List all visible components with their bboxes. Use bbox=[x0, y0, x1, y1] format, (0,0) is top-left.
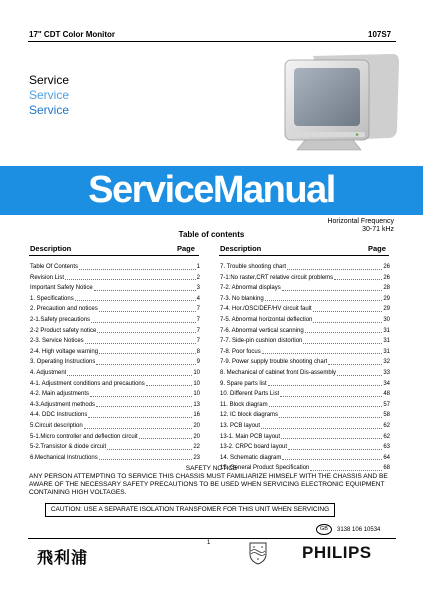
toc-entry-page: 9 bbox=[196, 359, 200, 366]
monitor-illustration bbox=[283, 50, 401, 160]
toc-entry-title: 7-6. Abnormal vertical scanning bbox=[220, 327, 304, 334]
toc-dot-leader bbox=[268, 379, 383, 387]
toc-entry-title: Revision List bbox=[30, 274, 65, 281]
toc-entry-title: 4. Adjustment bbox=[30, 369, 67, 376]
toc-entry-title: 3. Operating Instructions bbox=[30, 359, 96, 366]
toc-entry-page: 2 bbox=[196, 274, 200, 281]
toc-dot-leader bbox=[67, 368, 192, 376]
toc-dot-leader bbox=[313, 315, 382, 323]
toc-entry bbox=[220, 442, 390, 453]
safety-notice-title: SAFETY NOTICE bbox=[185, 465, 238, 472]
toc-entry-page: 23 bbox=[193, 454, 200, 461]
toc-entry-page: 29 bbox=[383, 306, 390, 313]
toc-dot-leader bbox=[91, 315, 196, 323]
toc-dot-leader bbox=[79, 262, 196, 270]
toc-entry-title: 12. IC block diagrams bbox=[220, 412, 279, 419]
toc-entry-title: Table Of Contents bbox=[30, 264, 79, 270]
toc-entry-title: 13. PCB layout bbox=[220, 422, 261, 429]
document-title: 17" CDT Color Monitor bbox=[29, 30, 116, 39]
toc-right-column bbox=[220, 262, 390, 474]
toc-entry-title: 7-8. Poor focus bbox=[220, 348, 261, 355]
toc-entry-title: 14. Schematic diagram bbox=[220, 454, 282, 461]
toc-entry-page: 7 bbox=[196, 316, 200, 323]
service-word-3: Service bbox=[29, 103, 70, 117]
toc-entry-title: 13-2. CRPC board layout bbox=[220, 444, 288, 451]
toc-dot-leader bbox=[288, 442, 382, 450]
chinese-brand-logo: 飛利浦 bbox=[37, 550, 89, 567]
toc-entry-page: 4 bbox=[196, 295, 200, 302]
toc-entry-title: 7-2. Abnormal displays bbox=[220, 285, 281, 292]
document-code bbox=[316, 524, 380, 535]
toc-entry-title: 15. General Product Specification bbox=[220, 465, 310, 472]
toc-dot-leader bbox=[280, 389, 382, 397]
toc-entry-page: 22 bbox=[193, 444, 200, 451]
toc-dot-leader bbox=[139, 432, 193, 440]
toc-entry-title: 2. Precaution and notices bbox=[30, 306, 98, 313]
toc-entry bbox=[220, 262, 390, 273]
toc-entry bbox=[30, 294, 200, 305]
toc-entry-page: 7 bbox=[196, 327, 200, 334]
toc-entry-page: 62 bbox=[383, 422, 390, 429]
toc-entry bbox=[30, 326, 200, 337]
toc-entry bbox=[30, 432, 200, 443]
toc-dot-leader bbox=[85, 336, 196, 344]
gb-badge: GB bbox=[316, 524, 332, 535]
toc-entry bbox=[220, 453, 390, 464]
toc-entry bbox=[30, 453, 200, 464]
toc-entry-page: 62 bbox=[383, 433, 390, 440]
toc-entry-title: 2-4. High voltage warning bbox=[30, 348, 99, 355]
caution-box: CAUTION: USE A SEPARATE ISOLATION TRANSFOMER FOR THIS UNIT WHEN SERVICING bbox=[45, 503, 335, 517]
toc-entry-page: 32 bbox=[383, 359, 390, 366]
toc-entry-page: 20 bbox=[193, 433, 200, 440]
toc-entry-title: 7-5. Abnormal horizontal deflection bbox=[220, 316, 313, 323]
service-word-1: Service bbox=[29, 73, 70, 87]
toc-entry bbox=[220, 304, 390, 315]
philips-shield-icon bbox=[249, 541, 267, 565]
toc-entry bbox=[220, 347, 390, 358]
header-divider bbox=[28, 41, 396, 42]
left-col-divider bbox=[29, 255, 199, 256]
toc-entry-page: 1 bbox=[196, 264, 200, 270]
toc-entry bbox=[30, 368, 200, 379]
toc-entry bbox=[220, 389, 390, 400]
toc-entry bbox=[30, 304, 200, 315]
right-col-description-header: Description bbox=[220, 244, 262, 253]
safety-notice-text: ANY PERSON ATTEMPTING TO SERVICE THIS CHASSIS MUST FAMILIARIZE HIMSELF WITH THE CHASSIS AND BE AWARE OF THE NECESSARY SAFETY PRECAUTIONS TO BE USED WHEN SERVICING ELECTRONIC EQUIPMENT CONTAINING HIGH VOLTAGES. bbox=[29, 473, 388, 496]
toc-entry-page: 31 bbox=[383, 338, 390, 345]
toc-entry bbox=[220, 283, 390, 294]
toc-entry bbox=[220, 379, 390, 390]
toc-dot-leader bbox=[88, 410, 192, 418]
left-col-page-header: Page bbox=[177, 244, 195, 253]
toc-dot-leader bbox=[269, 400, 383, 408]
toc-entry bbox=[220, 432, 390, 443]
toc-entry-title: 13-1. Main PCB layout bbox=[220, 433, 281, 440]
toc-entry-title: 7-3. No blanking bbox=[220, 295, 264, 302]
toc-entry-title: 2-1.Safety precautions bbox=[30, 316, 91, 323]
toc-entry bbox=[30, 389, 200, 400]
toc-entry-page: 20 bbox=[193, 422, 200, 429]
toc-entry bbox=[30, 347, 200, 358]
toc-dot-leader bbox=[328, 357, 382, 365]
model-number: 107S7 bbox=[368, 30, 392, 39]
toc-entry-page: 7 bbox=[196, 306, 200, 313]
toc-entry-page: 68 bbox=[383, 465, 390, 472]
toc-entry-title: 9. Spare parts list bbox=[220, 380, 267, 387]
toc-entry bbox=[220, 294, 390, 305]
toc-entry-page: 63 bbox=[383, 444, 390, 451]
toc-dot-leader bbox=[279, 410, 382, 418]
toc-dot-leader bbox=[261, 421, 382, 429]
toc-dot-leader bbox=[94, 283, 196, 291]
toc-entry bbox=[220, 421, 390, 432]
toc-dot-leader bbox=[65, 273, 196, 281]
toc-entry-page: 57 bbox=[383, 401, 390, 408]
toc-dot-leader bbox=[96, 357, 195, 365]
toc-dot-leader bbox=[282, 283, 383, 291]
toc-entry-page: 26 bbox=[383, 274, 390, 281]
toc-dot-leader bbox=[313, 304, 383, 312]
toc-dot-leader bbox=[287, 262, 382, 270]
toc-entry-title: 11. Block diagram bbox=[220, 401, 268, 408]
toc-entry-page: 34 bbox=[383, 380, 390, 387]
toc-dot-leader bbox=[146, 379, 193, 387]
toc-entry-title: 7-1:No raster,CRT relative circuit problems bbox=[220, 274, 334, 281]
toc-entry bbox=[30, 357, 200, 368]
toc-dot-leader bbox=[75, 294, 196, 302]
toc-entry-title: 4-4. DDC Instructions bbox=[30, 412, 88, 419]
toc-entry-page: 33 bbox=[383, 369, 390, 376]
toc-dot-leader bbox=[97, 326, 195, 334]
toc-dot-leader bbox=[90, 389, 192, 397]
toc-entry bbox=[220, 368, 390, 379]
toc-dot-leader bbox=[305, 326, 383, 334]
toc-dot-leader bbox=[303, 336, 382, 344]
toc-entry-title: 7-9. Power supply trouble shooting chart bbox=[220, 359, 328, 366]
toc-entry-page: 7 bbox=[196, 338, 200, 345]
service-word-2: Service bbox=[29, 88, 70, 102]
toc-entry bbox=[30, 410, 200, 421]
toc-entry-page: 16 bbox=[193, 412, 200, 419]
page-number: 1 bbox=[207, 540, 211, 546]
toc-entry-title: Important Safety Notice bbox=[30, 285, 93, 292]
toc-entry bbox=[220, 336, 390, 347]
toc-entry-title: 5.Circuit description bbox=[30, 422, 83, 429]
toc-entry bbox=[30, 421, 200, 432]
horizontal-frequency-label: Horizontal Frequency bbox=[327, 218, 394, 225]
toc-dot-leader bbox=[107, 442, 192, 450]
toc-entry-page: 10 bbox=[193, 391, 200, 398]
toc-dot-leader bbox=[99, 304, 196, 312]
toc-entry bbox=[30, 442, 200, 453]
horizontal-frequency-value: 30-71 kHz bbox=[362, 226, 394, 233]
right-col-page-header: Page bbox=[368, 244, 386, 253]
toc-entry-title: 2-2 Product safety notice bbox=[30, 327, 97, 334]
toc-entry-page: 28 bbox=[383, 285, 390, 292]
toc-entry bbox=[220, 410, 390, 421]
toc-dot-leader bbox=[99, 347, 196, 355]
toc-entry-title: 5-2.Transistor & diode circuit bbox=[30, 444, 107, 451]
toc-entry bbox=[30, 379, 200, 390]
toc-dot-leader bbox=[99, 453, 193, 461]
toc-entry-page: 29 bbox=[383, 295, 390, 302]
toc-entry bbox=[30, 400, 200, 411]
toc-dot-leader bbox=[262, 347, 383, 355]
toc-entry-title: 4-3.Adjustment methods bbox=[30, 401, 96, 408]
toc-entry bbox=[30, 273, 200, 284]
toc-entry bbox=[30, 283, 200, 294]
toc-entry-page: 31 bbox=[383, 348, 390, 355]
toc-entry bbox=[220, 400, 390, 411]
toc-entry-page: 64 bbox=[383, 454, 390, 461]
toc-dot-leader bbox=[334, 273, 382, 281]
service-manual-banner: ServiceManual bbox=[0, 166, 423, 215]
toc-entry-title: 7-7. Side-pin cushion distortion bbox=[220, 338, 303, 345]
toc-entry-page: 10 bbox=[193, 369, 200, 376]
philips-logo: PHILIPS bbox=[302, 543, 372, 562]
toc-left-column bbox=[30, 262, 200, 463]
toc-entry-page: 8 bbox=[196, 348, 200, 355]
toc-entry-title: 7-4. Hor./OSC/DEF/HV circuit fault bbox=[220, 306, 312, 313]
toc-entry-title: 4-1. Adjustment conditions and precautions bbox=[30, 380, 145, 387]
toc-entry bbox=[220, 357, 390, 368]
toc-entry-page: 3 bbox=[196, 285, 200, 292]
toc-entry-title: 2-3. Service Notices bbox=[30, 338, 84, 345]
toc-entry-page: 30 bbox=[383, 316, 390, 323]
toc-dot-leader bbox=[282, 453, 382, 461]
toc-entry bbox=[220, 273, 390, 284]
toc-dot-leader bbox=[96, 400, 192, 408]
toc-title: Table of contents bbox=[178, 230, 245, 239]
toc-entry bbox=[220, 326, 390, 337]
toc-entry-title: 7. Trouble shooting chart bbox=[220, 264, 287, 270]
right-col-divider bbox=[219, 255, 389, 256]
document-code-number: 3138 106 10534 bbox=[337, 526, 381, 533]
toc-entry-page: 31 bbox=[383, 327, 390, 334]
toc-entry-page: 26 bbox=[383, 264, 390, 270]
toc-entry-page: 58 bbox=[383, 412, 390, 419]
toc-entry-title: 8. Mechanical of cabinet front Dis-assembly bbox=[220, 369, 337, 376]
toc-entry-title: 6.Mechanical Instructions bbox=[30, 454, 98, 461]
footer-divider bbox=[28, 538, 396, 539]
toc-dot-leader bbox=[281, 432, 382, 440]
toc-entry bbox=[30, 336, 200, 347]
left-col-description-header: Description bbox=[30, 244, 72, 253]
toc-entry bbox=[220, 315, 390, 326]
toc-entry-title: 10. Different Parts List bbox=[220, 391, 280, 398]
toc-entry-title: 5-1.Micro controller and deflection circuit bbox=[30, 433, 138, 440]
toc-entry-page: 10 bbox=[193, 380, 200, 387]
toc-dot-leader bbox=[265, 294, 383, 302]
toc-dot-leader bbox=[84, 421, 193, 429]
toc-entry bbox=[30, 262, 200, 273]
toc-entry-page: 48 bbox=[383, 391, 390, 398]
toc-entry bbox=[30, 315, 200, 326]
toc-dot-leader bbox=[337, 368, 382, 376]
toc-entry-title: 1. Specifications bbox=[30, 295, 74, 302]
toc-entry-title: 4-2. Main adjustments bbox=[30, 391, 90, 398]
toc-entry-page: 13 bbox=[193, 401, 200, 408]
